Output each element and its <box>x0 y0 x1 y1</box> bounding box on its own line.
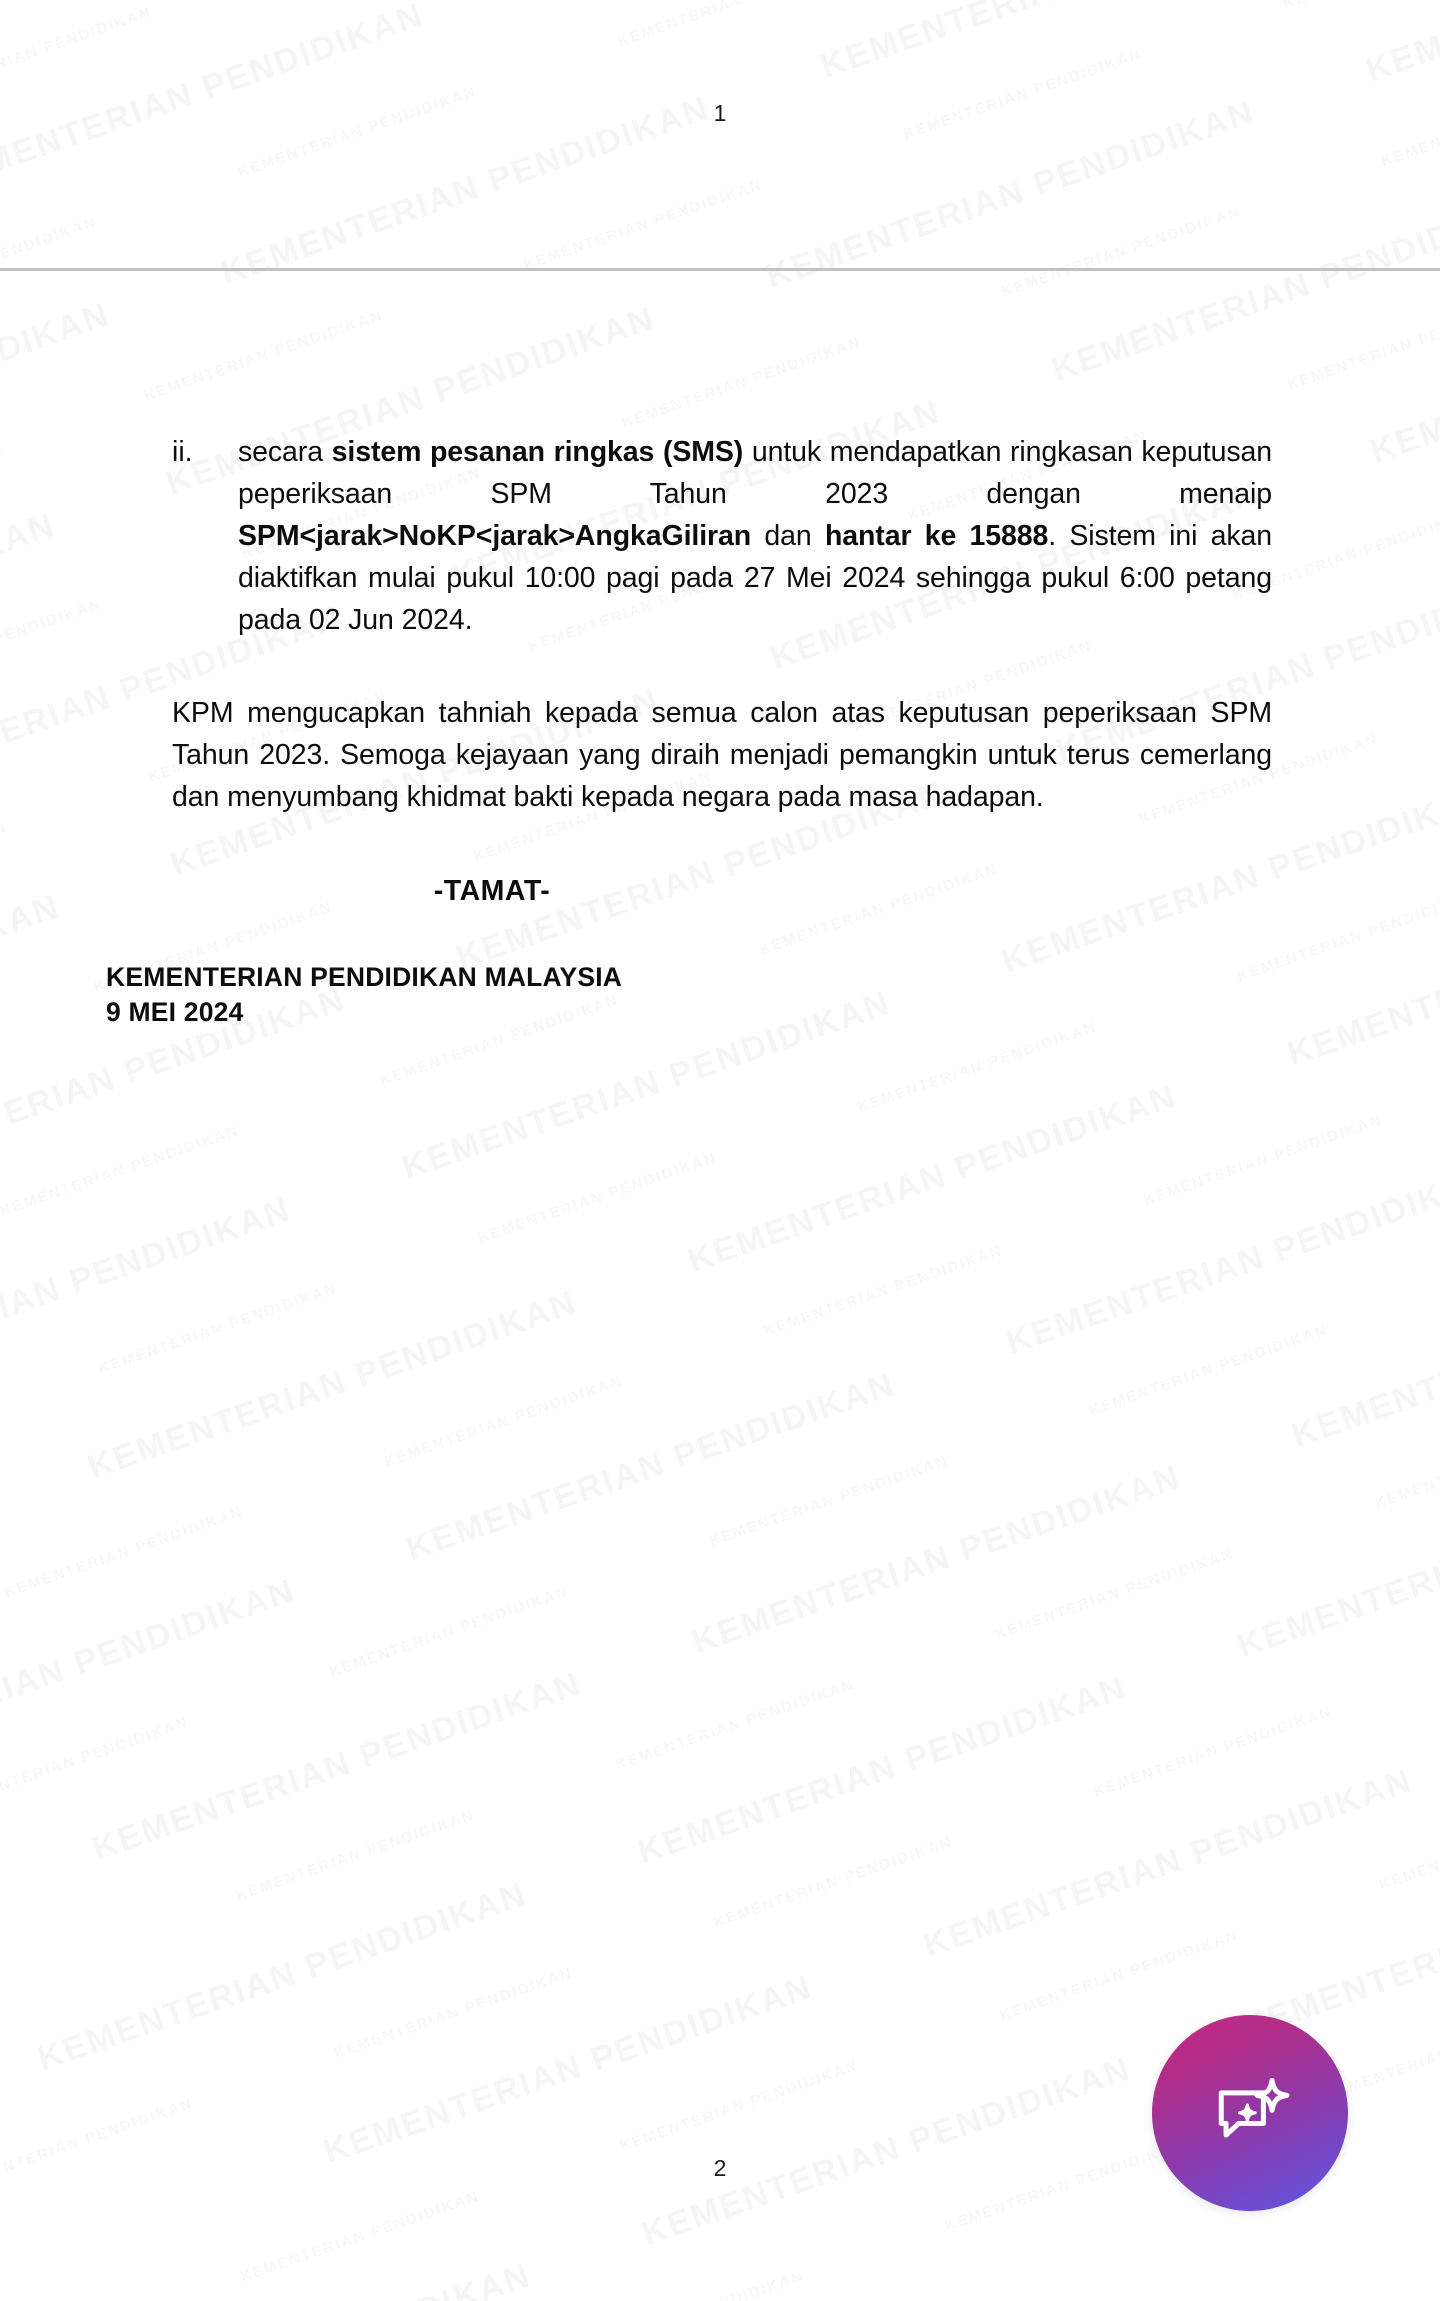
watermark-row <box>0 0 1429 500</box>
list-text-bold-2: SPM<jarak>NoKP<jarak>AngkaGiliran <box>238 519 752 552</box>
watermark-row <box>0 0 1285 81</box>
signatory-date: 9 MEI 2024 <box>106 997 244 1028</box>
document-body <box>106 432 1273 1030</box>
signature-block <box>106 960 1272 1030</box>
watermark-row <box>0 0 1312 158</box>
list-text-bold-3: hantar ke 15888 <box>824 519 1049 552</box>
watermark-row <box>0 1202 1440 1963</box>
list-item-text <box>238 432 1272 641</box>
watermark-row <box>0 1031 1440 1792</box>
list-text-segment-3: dan <box>751 519 825 552</box>
header-divider <box>0 268 1440 271</box>
watermark-row <box>0 1297 1440 2040</box>
chat-sparkle-icon <box>1204 2067 1296 2159</box>
list-item-marker: ii. <box>172 436 193 468</box>
ai-assistant-fab-button[interactable] <box>1152 2015 1348 2211</box>
list-item <box>172 432 1272 641</box>
list-text-bold-1: sistem pesanan ringkas (SMS) <box>331 436 744 468</box>
watermark-row <box>0 1716 1440 2301</box>
watermark-row <box>0 1126 1440 1869</box>
page-number-top: 1 <box>713 100 727 126</box>
list-text-segment-1: secara <box>238 436 332 468</box>
closing-paragraph: KPM mengucapkan tahniah kepada semua calon atas keputusan peperiksaan SPM Tahun 2023. Semoga kejayaan yang diraih menjadi pemangkin untuk terus cemerlang dan menyumbang khidmat bakti kepada negara pada masa hadapan. <box>172 697 1272 814</box>
watermark-row <box>0 0 1403 424</box>
watermark-row <box>0 0 1371 329</box>
page-number-bottom: 2 <box>713 2155 727 2181</box>
watermark-row <box>0 955 1440 1698</box>
list-text-segment-4: . Sistem ini akan diaktifkan mulai pukul 10:00 pagi pada 27 Mei 2024 sehingga pukul 6:00 petang pada 02 Jun 2024. <box>238 519 1273 636</box>
list-text-segment-2: untuk mendapatkan ringkasan keputusan peperiksaan SPM Tahun 2023 dengan menaip <box>238 436 1272 510</box>
end-marker: -TAMAT- <box>433 875 551 908</box>
signatory-organisation: KEMENTERIAN PENDIDIKAN MALAYSIA <box>106 962 623 993</box>
